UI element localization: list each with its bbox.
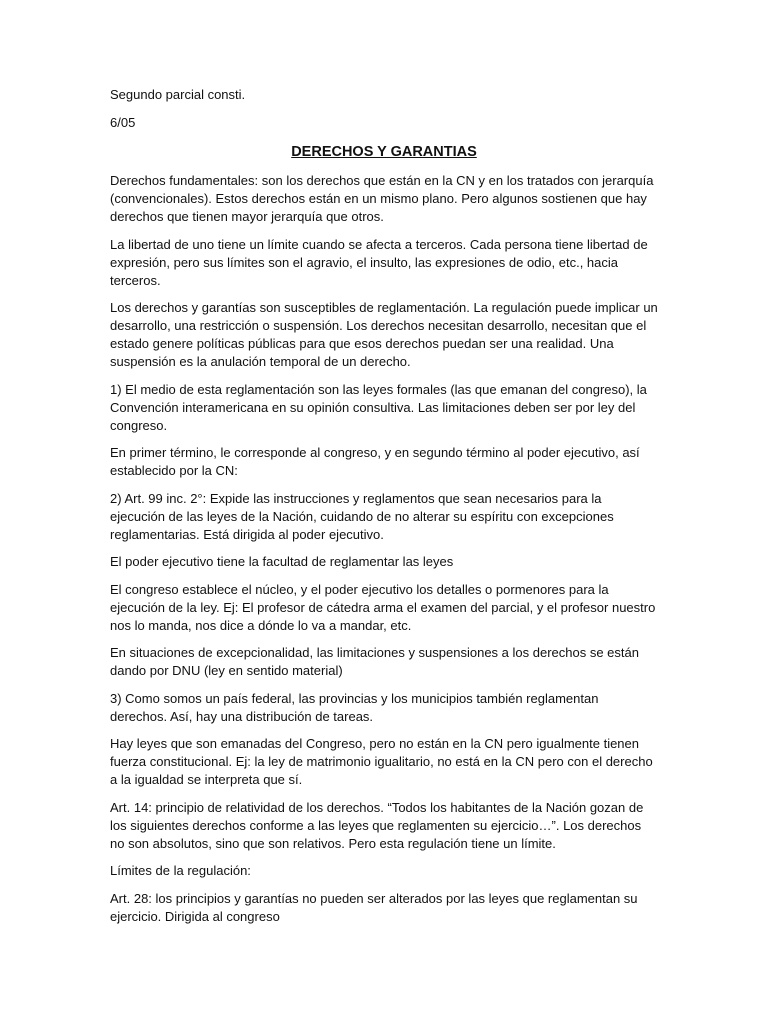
- paragraph-poder-ejecutivo: El poder ejecutivo tiene la facultad de reglamentar las leyes: [110, 554, 454, 569]
- paragraph-punto-1: 1) El medio de esta reglamentación son las leyes formales (las que emanan del congreso), la Convención interamericana en su opinión consultiva. Las limitaciones deben ser por ley del congreso.: [110, 381, 647, 433]
- document-date: 6/05: [110, 115, 136, 130]
- paragraph-art-28: Art. 28: los principios y garantías no pueden ser alterados por las leyes que reglamentan su ejercicio. Dirigida al congreso: [110, 890, 638, 924]
- paragraph-punto-3: 3) Como somos un país federal, las provincias y los municipios también reglamentan derechos. Así, hay una distribución de tareas.: [110, 690, 599, 724]
- document-subtitle: Segundo parcial consti.: [110, 87, 246, 102]
- paragraph-primer-termino: En primer término, le corresponde al congreso, y en segundo término al poder ejecutivo, así establecido por la CN:: [110, 445, 640, 478]
- paragraph-excepcionalidad: En situaciones de excepcionalidad, las limitaciones y suspensiones a los derechos se están dando por DNU (ley en sentido material): [110, 645, 639, 678]
- document-page: [110, 86, 658, 935]
- paragraph-derechos-fundamentales: Derechos fundamentales: son los derechos que están en la CN y en los tratados con jerarquía (convencionales). Estos derechos están en un mismo plano. Pero algunos sostienen que hay derechos que tienen mayor jerarquía que otros.: [110, 173, 654, 224]
- document-title: DERECHOS Y GARANTIAS: [291, 144, 477, 160]
- paragraph-leyes-congreso: Hay leyes que son emanadas del Congreso, pero no están en la CN pero igualmente tienen fuerza constitucional. Ej: la ley de matrimonio igualitario, no está en la CN pero con el derecho a la igualdad se interpreta que sí.: [110, 736, 653, 787]
- paragraph-libertad: La libertad de uno tiene un límite cuando se afecta a terceros. Cada persona tiene libertad de expresión, pero sus límites son el agravio, el insulto, las expresiones de odio, etc., hacia terceros.: [110, 236, 648, 288]
- paragraph-nucleo: El congreso establece el núcleo, y el poder ejecutivo los detalles o pormenores para la ejecución de la ley. Ej: El profesor de cátedra arma el examen del parcial, y el profesor nuestro nos lo manda, nos dice a dónde lo va a mandar, etc.: [110, 581, 656, 633]
- paragraph-reglamentacion: Los derechos y garantías son susceptibles de reglamentación. La regulación puede implicar un desarrollo, una restricción o suspensión. Los derechos necesitan desarrollo, necesitan que el estado genere políticas públicas para que esos derechos puedan ser una realidad. Una suspensión es la anulación temporal de un derecho.: [110, 300, 658, 369]
- paragraph-limites: Límites de la regulación:: [110, 863, 251, 878]
- paragraph-punto-2: 2) Art. 99 inc. 2°: Expide las instrucciones y reglamentos que sean necesarios para la ejecución de las leyes de la Nación, cuidando de no alterar su espíritu con excepciones reglamentarias. Está dirigida al poder ejecutivo.: [110, 490, 614, 542]
- paragraph-art-14: Art. 14: principio de relatividad de los derechos. “Todos los habitantes de la Nación gozan de los siguientes derechos conforme a las leyes que reglamenten su ejercicio…”. Los derechos no son absolutos, sino que son relativos. Pero esta regulación tiene un límite.: [110, 799, 644, 851]
